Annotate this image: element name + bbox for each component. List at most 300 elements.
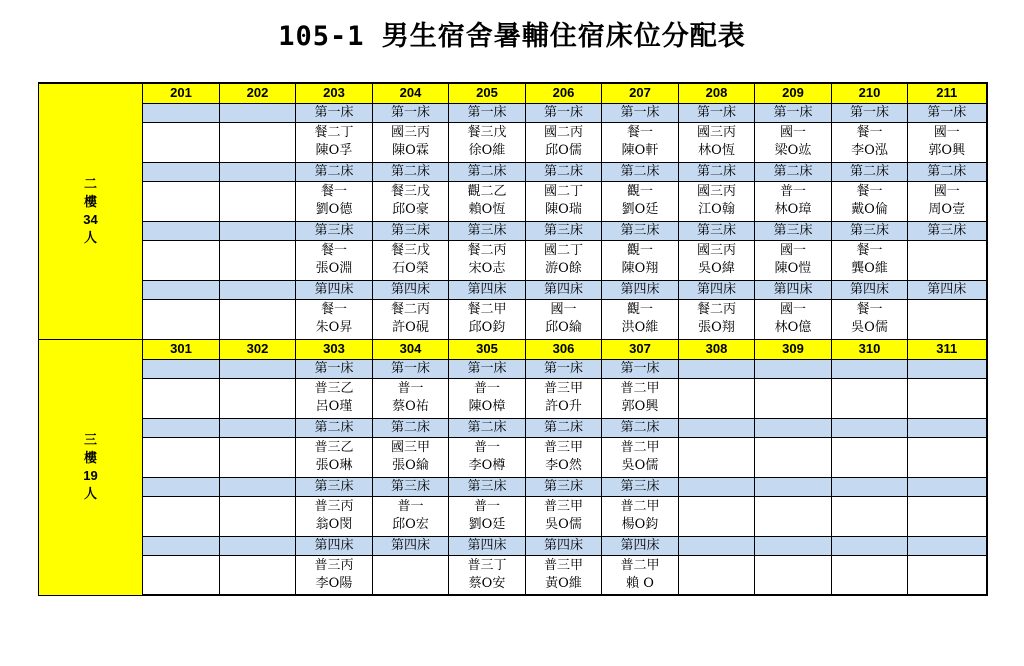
bed-label [220,221,296,240]
room-number: 310 [832,339,908,359]
bed-label: 第一床 [602,103,679,122]
occupant-cell [526,181,602,221]
occupant-name: 黃O維 [545,575,582,591]
occupant-name: 賴 O [626,575,654,591]
occupant-name: 吳O儒 [851,320,888,335]
bed-label: 第三床 [449,477,526,496]
occupant-class: 餐一 [856,184,883,199]
occupant-cell [755,181,832,221]
bed-label: 第二床 [908,162,987,181]
occupant-cell [296,181,373,221]
occupant-cell [908,496,987,536]
bed-label: 第四床 [908,280,987,299]
bed-label-row [39,162,987,181]
occupant-row [39,181,987,221]
occupant-name: 張O綸 [392,458,429,473]
allocation-grid [38,82,988,596]
occupant-cell [908,181,987,221]
bed-label: 第三床 [526,477,602,496]
occupant-name: 宋O志 [468,261,506,276]
occupant-class: 餐三戊 [467,125,507,140]
occupant-name: 李O陽 [315,575,353,591]
floor-label-char: 人 [83,230,97,246]
bed-label: 第一床 [526,359,602,378]
occupant-name: 陳O軒 [621,143,659,158]
bed-label: 第一床 [832,103,908,122]
occupant-name: 楊O鈞 [621,517,659,532]
bed-label: 第一床 [755,103,832,122]
occupant-cell [679,122,755,162]
bed-label: 第四床 [373,536,449,555]
bed-label: 第二床 [602,162,679,181]
bed-label [220,418,296,437]
occupant-name: 洪O維 [621,320,659,335]
occupant-class: 普三乙 [314,440,354,455]
bed-label: 第四床 [832,280,908,299]
occupant-row [39,437,987,477]
occupant-name: 呂O瑾 [315,399,353,414]
occupant-name: 陳O霖 [392,143,429,158]
occupant-class: 觀一 [626,302,653,317]
occupant-name: 陳O樟 [468,399,506,414]
bed-label [908,477,987,496]
room-number: 204 [373,83,449,103]
room-number: 209 [755,83,832,103]
occupant-name: 李O泓 [851,143,888,158]
bed-label [755,418,832,437]
occupant-name: 郭O興 [621,399,659,414]
occupant-class: 餐三戊 [390,243,430,258]
bed-label [143,359,220,378]
occupant-cell [526,555,602,595]
bed-label: 第三床 [908,221,987,240]
bed-label: 第一床 [373,103,449,122]
occupant-cell [449,496,526,536]
occupant-name: 石O榮 [392,261,429,276]
occupant-class: 普一 [473,440,500,455]
occupant-cell [220,122,296,162]
bed-label: 第四床 [449,280,526,299]
occupant-name: 劉O廷 [621,202,659,217]
room-number: 302 [220,339,296,359]
bed-label: 第三床 [296,221,373,240]
occupant-cell [373,181,449,221]
bed-label: 第三床 [526,221,602,240]
occupant-cell [908,240,987,280]
occupant-cell [908,437,987,477]
bed-label: 第四床 [679,280,755,299]
occupant-class: 餐二甲 [467,302,507,317]
occupant-cell [832,122,908,162]
occupant-cell [832,496,908,536]
occupant-class: 普一 [473,381,500,396]
occupant-class: 國三丙 [390,125,430,140]
occupant-name: 賴O恆 [468,202,506,217]
occupant-name: 陳O翔 [621,261,659,276]
occupant-cell [602,299,679,339]
bed-label: 第三床 [832,221,908,240]
occupant-name: 吳O儒 [621,458,659,473]
occupant-cell [449,181,526,221]
occupant-name: 邱O宏 [392,517,429,532]
occupant-cell [602,240,679,280]
occupant-row [39,122,987,162]
occupant-name: 李O然 [545,458,582,473]
bed-label [755,536,832,555]
occupant-cell [296,378,373,418]
occupant-cell [143,299,220,339]
bed-label: 第四床 [296,280,373,299]
occupant-cell [832,299,908,339]
bed-label [832,359,908,378]
occupant-class: 餐一 [320,302,347,317]
floor-label-char: 人 [83,486,97,501]
occupant-name: 陳O瑞 [545,202,582,217]
bed-label [679,477,755,496]
occupant-cell [526,122,602,162]
occupant-name: 蔡O祐 [392,399,429,414]
occupant-cell [908,299,987,339]
occupant-class: 餐一 [320,184,347,199]
bed-label: 第二床 [373,162,449,181]
occupant-row [39,240,987,280]
occupant-name: 吳O緯 [698,261,735,276]
bed-label [220,162,296,181]
bed-label: 第二床 [526,162,602,181]
occupant-cell [373,555,449,595]
occupant-class: 餐一 [856,125,883,140]
occupant-cell [679,181,755,221]
occupant-cell [296,555,373,595]
floor-label [39,339,143,595]
occupant-cell [755,496,832,536]
bed-label: 第四床 [755,280,832,299]
bed-label: 第一床 [602,359,679,378]
bed-label: 第四床 [296,536,373,555]
occupant-name: 游O餘 [545,261,582,276]
floor-label-char: 樓 [83,450,97,465]
occupant-class: 國一 [933,125,960,140]
occupant-cell [143,437,220,477]
occupant-class: 普二甲 [620,440,660,455]
occupant-cell [220,496,296,536]
occupant-name: 戴O倫 [851,202,888,217]
floor-label [39,83,143,339]
bed-label [908,536,987,555]
occupant-cell [449,122,526,162]
occupant-class: 餐一 [856,243,883,258]
occupant-cell [373,378,449,418]
occupant-class: 國一 [779,243,806,258]
bed-label [832,536,908,555]
occupant-name: 林O璋 [774,202,812,217]
bed-label-row [39,536,987,555]
bed-label [755,477,832,496]
occupant-class: 觀一 [626,243,653,258]
occupant-name: 朱O昇 [315,320,353,335]
bed-label: 第四床 [449,536,526,555]
room-number: 309 [755,339,832,359]
floor-label-char: 樓 [83,194,97,210]
occupant-name: 邱O綸 [545,320,582,335]
room-number: 211 [908,83,987,103]
occupant-row [39,496,987,536]
occupant-cell [220,378,296,418]
room-number: 208 [679,83,755,103]
occupant-cell [679,299,755,339]
room-number: 301 [143,339,220,359]
occupant-cell [143,555,220,595]
bed-label [832,418,908,437]
occupant-class: 國二丙 [543,125,583,140]
occupant-cell [679,555,755,595]
occupant-name: 江O翰 [698,202,735,217]
room-number: 308 [679,339,755,359]
bed-label-row [39,418,987,437]
room-number: 202 [220,83,296,103]
occupant-cell [908,122,987,162]
occupant-name: 陳O孚 [315,143,353,158]
room-number: 201 [143,83,220,103]
bed-label: 第二床 [373,418,449,437]
occupant-cell [143,378,220,418]
occupant-class: 觀二乙 [467,184,507,199]
occupant-class: 普二甲 [620,381,660,396]
occupant-class: 觀一 [626,184,653,199]
bed-label: 第一床 [526,103,602,122]
occupant-name: 許O升 [545,399,582,414]
occupant-name: 周O壹 [928,202,966,217]
occupant-cell [373,299,449,339]
occupant-cell [832,378,908,418]
occupant-cell [449,378,526,418]
occupant-cell [679,240,755,280]
bed-label: 第一床 [449,103,526,122]
occupant-cell [908,378,987,418]
occupant-class: 國三丙 [696,125,736,140]
room-header-row [39,339,987,359]
bed-label [220,536,296,555]
room-number: 306 [526,339,602,359]
room-number: 210 [832,83,908,103]
room-number: 311 [908,339,987,359]
occupant-cell [296,496,373,536]
room-number: 303 [296,339,373,359]
occupant-class: 普三甲 [543,557,583,573]
occupant-name: 許O硯 [392,320,429,335]
occupant-cell [220,240,296,280]
occupant-name: 郭O興 [928,143,966,158]
occupant-row [39,299,987,339]
bed-label-row [39,221,987,240]
occupant-class: 國三丙 [696,243,736,258]
occupant-cell [526,378,602,418]
occupant-row [39,555,987,595]
bed-label [755,359,832,378]
bed-label [220,477,296,496]
floor-label-char: 19 [83,468,98,483]
occupant-cell [602,122,679,162]
occupant-name: 翁O閔 [315,517,353,532]
page-title: 105-1 男生宿舍暑輔住宿床位分配表 [278,21,746,52]
bed-label: 第三床 [449,221,526,240]
occupant-class: 餐三戊 [390,184,430,199]
room-number: 207 [602,83,679,103]
floor-label-char: 二 [83,176,97,192]
bed-label [143,221,220,240]
occupant-class: 國二丁 [543,243,583,258]
occupant-row [39,378,987,418]
occupant-cell [373,496,449,536]
bed-label: 第二床 [526,418,602,437]
bed-label: 第三床 [602,221,679,240]
floor-label-char: 三 [83,432,97,447]
occupant-class: 普三乙 [314,381,354,396]
bed-label: 第一床 [296,103,373,122]
bed-label [143,103,220,122]
occupant-name: 張O琳 [315,458,353,473]
occupant-cell [832,181,908,221]
bed-label: 第四床 [526,536,602,555]
bed-label [908,418,987,437]
bed-label: 第一床 [679,103,755,122]
occupant-cell [832,240,908,280]
bed-label [143,477,220,496]
bed-label: 第四床 [602,536,679,555]
occupant-cell [296,122,373,162]
occupant-class: 餐二丙 [696,302,736,317]
room-number: 304 [373,339,449,359]
occupant-cell [143,496,220,536]
occupant-cell [526,299,602,339]
room-number: 203 [296,83,373,103]
floor-label-char: 34 [83,212,98,228]
occupant-cell [220,299,296,339]
occupant-class: 國三甲 [390,440,430,455]
occupant-cell [449,437,526,477]
bed-label: 第三床 [373,221,449,240]
bed-label: 第一床 [449,359,526,378]
occupant-class: 普三甲 [543,440,583,455]
bed-allocation-table [38,82,986,615]
occupant-class: 餐二丁 [314,125,354,140]
bed-label [220,103,296,122]
occupant-cell [526,437,602,477]
occupant-name: 陳O愷 [774,261,812,276]
bed-label [143,418,220,437]
occupant-cell [755,437,832,477]
bed-label-row [39,280,987,299]
occupant-class: 國一 [779,125,806,140]
room-number: 205 [449,83,526,103]
occupant-cell [220,181,296,221]
occupant-name: 張O翔 [698,320,735,335]
bed-label [143,280,220,299]
bed-label [832,477,908,496]
occupant-class: 國一 [550,302,577,317]
bed-label: 第二床 [449,418,526,437]
bed-label [143,162,220,181]
occupant-name: 林O恆 [698,143,735,158]
bed-label: 第一床 [296,359,373,378]
occupant-cell [755,240,832,280]
bed-label-row [39,477,987,496]
occupant-class: 餐一 [856,302,883,317]
occupant-cell [755,378,832,418]
occupant-cell [908,555,987,595]
bed-label: 第四床 [602,280,679,299]
bed-label: 第三床 [679,221,755,240]
bed-label: 第四床 [526,280,602,299]
occupant-cell [220,555,296,595]
occupant-cell [220,437,296,477]
bed-label [679,359,755,378]
occupant-name: 邱O儒 [545,143,582,158]
bed-label: 第三床 [602,477,679,496]
occupant-name: 李O樽 [468,458,506,473]
bed-label [679,536,755,555]
occupant-cell [296,437,373,477]
occupant-class: 餐一 [626,125,653,140]
occupant-class: 普三丙 [314,499,354,514]
occupant-class: 餐二丙 [390,302,430,317]
occupant-class: 國三丙 [696,184,736,199]
occupant-cell [602,378,679,418]
occupant-name: 林O億 [774,320,812,335]
occupant-cell [373,240,449,280]
occupant-class: 普一 [779,184,806,199]
occupant-name: 徐O維 [468,143,506,158]
room-header-row [39,83,987,103]
occupant-class: 普三甲 [543,499,583,514]
bed-label: 第二床 [296,418,373,437]
bed-label: 第二床 [602,418,679,437]
occupant-class: 國二丁 [543,184,583,199]
occupant-cell [143,240,220,280]
occupant-class: 餐二丙 [467,243,507,258]
occupant-cell [832,555,908,595]
room-number: 307 [602,339,679,359]
room-number: 206 [526,83,602,103]
bed-label [679,418,755,437]
occupant-name: 張O淵 [315,261,353,276]
occupant-name: 龔O維 [851,261,888,276]
occupant-cell [296,240,373,280]
occupant-cell [449,299,526,339]
bed-label: 第二床 [832,162,908,181]
occupant-cell [832,437,908,477]
bed-label [908,359,987,378]
occupant-name: 劉O德 [315,202,353,217]
occupant-cell [755,299,832,339]
occupant-class: 普一 [473,499,500,514]
occupant-cell [679,437,755,477]
occupant-cell [755,122,832,162]
occupant-class: 普三甲 [543,381,583,396]
occupant-cell [526,240,602,280]
bed-label: 第二床 [449,162,526,181]
occupant-class: 普二甲 [620,557,660,573]
occupant-cell [755,555,832,595]
bed-label: 第一床 [373,359,449,378]
occupant-class: 普二甲 [620,499,660,514]
occupant-name: 梁O竑 [774,143,812,158]
occupant-cell [143,122,220,162]
occupant-cell [679,496,755,536]
occupant-class: 餐一 [320,243,347,258]
occupant-class: 普一 [397,381,424,396]
occupant-class: 普一 [397,499,424,514]
